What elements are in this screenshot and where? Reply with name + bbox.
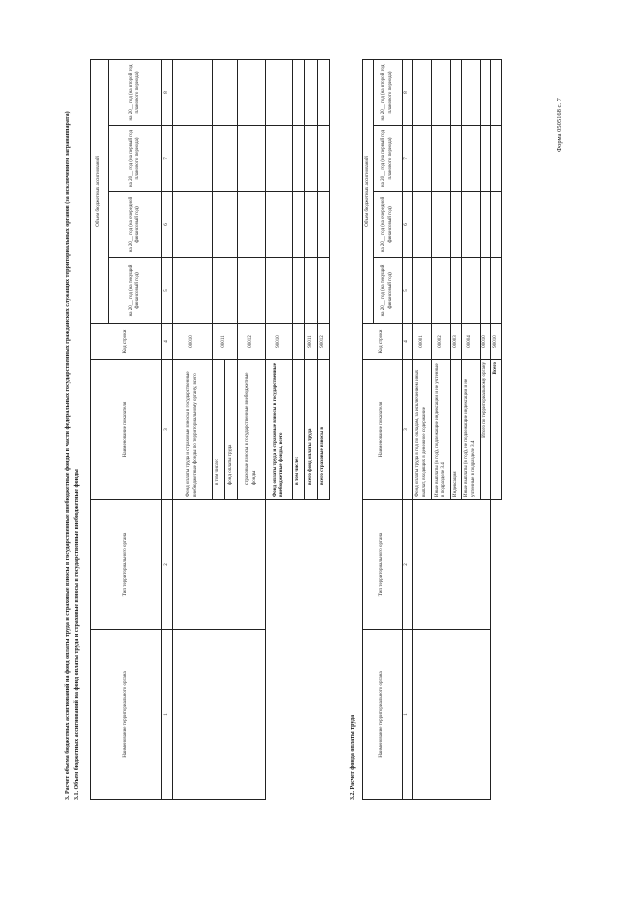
section31-title: 3.1. Объем бюджетных ассигнований на фонд оплаты труда и страховые взносы в государственные внебюджетные фонды (74, 469, 80, 800)
table-budget-volume (90, 59, 330, 800)
row-label: Фонд оплаты труда и страховые взносы в государственные внебюджетные фонды по территориальному органу, всего (173, 360, 212, 500)
value-cell[interactable] (237, 126, 266, 192)
value-cell[interactable] (317, 60, 330, 126)
col-number: 5 (161, 258, 173, 324)
th-type: Тип территориального органа (91, 500, 162, 630)
row-code: 00010 (173, 324, 212, 360)
value-cell[interactable] (212, 192, 237, 258)
cell-org-type[interactable] (173, 500, 266, 630)
value-cell[interactable] (491, 126, 502, 192)
total-row (317, 60, 330, 800)
total-code (292, 324, 304, 360)
value-cell[interactable] (173, 60, 212, 126)
value-cell[interactable] (212, 126, 237, 192)
value-cell[interactable] (237, 258, 266, 324)
value-cell[interactable] (173, 126, 212, 192)
value-cell[interactable] (431, 192, 450, 258)
col-number: 2 (161, 500, 173, 630)
th-type: Тип территориального органа (363, 500, 403, 630)
total-label: всего фонд оплаты труда (305, 360, 317, 500)
value-cell[interactable] (173, 258, 212, 324)
cell-org-name[interactable] (412, 630, 491, 800)
row-code: 00002 (431, 324, 450, 360)
col-number: 4 (161, 324, 173, 360)
th-volume: Объем бюджетных ассигнований (363, 60, 374, 324)
value-cell[interactable] (451, 126, 462, 192)
th-year-next: на 20__ год (на очередной финансовый год) (109, 192, 161, 258)
total-code: 90011 (305, 324, 317, 360)
value-cell[interactable] (305, 258, 317, 324)
table-payroll-calc (362, 59, 502, 800)
col-number: 3 (403, 360, 413, 500)
value-cell[interactable] (451, 192, 462, 258)
th-year-current: на 20__ год (на текущий финансовый год) (373, 258, 403, 324)
col-number: 8 (161, 60, 173, 126)
value-cell[interactable] (412, 258, 431, 324)
column-number-row (403, 60, 413, 800)
th-year-plan1: на 20__ год (на первый год планового периода) (109, 126, 161, 192)
value-cell[interactable] (461, 258, 480, 324)
th-indicator: Наименование показателя (363, 360, 403, 500)
value-cell[interactable] (266, 60, 292, 126)
value-cell[interactable] (266, 258, 292, 324)
total-code: 90012 (317, 324, 330, 360)
value-cell[interactable] (266, 192, 292, 258)
value-cell[interactable] (305, 192, 317, 258)
value-cell[interactable] (461, 126, 480, 192)
col-number: 5 (403, 258, 413, 324)
row-label: фонд оплаты труда (225, 360, 237, 500)
cell-org-type[interactable] (412, 500, 491, 630)
th-year-plan1: на 20__ год (на первый год планового периода) (373, 126, 403, 192)
row-label: Иные выплаты (в год), подлежащие индексации и не учтенные в подразделе 3.4 (431, 360, 450, 500)
value-cell[interactable] (412, 60, 431, 126)
value-cell[interactable] (431, 60, 450, 126)
th-year-plan2: на 20__ год (на второй год планового периода) (373, 60, 403, 126)
value-cell[interactable] (412, 192, 431, 258)
col-number: 1 (161, 630, 173, 800)
value-cell[interactable] (480, 192, 491, 258)
value-cell[interactable] (461, 192, 480, 258)
row-label: Итого по территориальному органу (480, 360, 491, 500)
value-cell[interactable] (317, 258, 330, 324)
value-cell[interactable] (317, 192, 330, 258)
th-indicator: Наименование показателя (91, 360, 162, 500)
row-code: 00011 (212, 324, 237, 360)
th-volume: Объем бюджетных ассигнований (91, 60, 109, 324)
value-cell[interactable] (317, 126, 330, 192)
total-label: всего страховые взносы в (317, 360, 330, 500)
value-cell[interactable] (431, 126, 450, 192)
total-label: Всего (491, 360, 502, 500)
section32-heading: 3.2. Расчет фонда оплаты труда (350, 714, 356, 800)
value-cell[interactable] (480, 126, 491, 192)
value-cell[interactable] (461, 60, 480, 126)
row-code: 00010 (480, 324, 491, 360)
th-name: Наименование территориального органа (91, 630, 162, 800)
value-cell[interactable] (451, 60, 462, 126)
total-row (292, 60, 304, 800)
value-cell[interactable] (480, 258, 491, 324)
cell-org-name[interactable] (173, 630, 266, 800)
value-cell[interactable] (237, 60, 266, 126)
th-year-plan2: на 20__ год (на второй год планового периода) (109, 60, 161, 126)
total-code: 90010 (266, 324, 292, 360)
th-code: Код строки (91, 324, 162, 360)
value-cell[interactable] (237, 192, 266, 258)
total-row (491, 60, 502, 800)
row-label: Индексация (451, 360, 462, 500)
total-row (305, 60, 317, 800)
row-label: в том числе: (212, 360, 224, 500)
th-code: Код строки (363, 324, 403, 360)
col-number: 1 (403, 630, 413, 800)
row-code: 00012 (237, 324, 266, 360)
th-year-current: на 20__ год (на текущий финансовый год) (109, 258, 161, 324)
section3-heading (64, 60, 82, 800)
value-cell[interactable] (305, 60, 317, 126)
col-number: 6 (403, 192, 413, 258)
col-number: 8 (403, 60, 413, 126)
value-cell[interactable] (266, 126, 292, 192)
row-code: 00003 (451, 324, 462, 360)
col-number: 7 (161, 126, 173, 192)
value-cell[interactable] (491, 258, 502, 324)
value-cell[interactable] (173, 192, 212, 258)
value-cell[interactable] (212, 60, 237, 126)
column-number-row (161, 60, 173, 800)
value-cell[interactable] (431, 258, 450, 324)
row-label: Иные выплаты (в год), не подлежащие индексации и не учтенные в подразделе 3.4 (461, 360, 480, 500)
col-number: 7 (403, 126, 413, 192)
row-code: 00001 (412, 324, 431, 360)
total-label: в том числе: (292, 360, 304, 500)
col-number: 4 (403, 324, 413, 360)
total-label: Фонд оплаты труда и страховые взносы в государственные внебюджетные фонды, всего (266, 360, 292, 500)
th-year-next: на 20__ год (на очередной финансовый год) (373, 192, 403, 258)
value-cell[interactable] (491, 192, 502, 258)
rotated-content (50, 60, 610, 800)
col-number: 3 (161, 360, 173, 500)
total-row (266, 60, 292, 800)
value-cell[interactable] (451, 258, 462, 324)
value-cell[interactable] (480, 60, 491, 126)
col-number: 6 (161, 192, 173, 258)
table-row (412, 60, 431, 800)
row-label: страховые взносы в государственные внебюджетные фонды (237, 360, 266, 500)
section3-title: 3. Расчет объема бюджетных ассигнований на фонд оплаты труда и страховые взносы в государственные внебюджетные фонды в части федеральных государственных гражданских служащих территориальных органов (за исключением загранаппарата) (65, 111, 71, 800)
col-number: 2 (403, 500, 413, 630)
value-cell[interactable] (305, 126, 317, 192)
value-cell[interactable] (491, 60, 502, 126)
value-cell[interactable] (412, 126, 431, 192)
th-name: Наименование территориального органа (363, 630, 403, 800)
table-row (173, 60, 212, 800)
row-label: Фонд оплаты труда в год по окладам, за исключением иных выплат, входящих в денежное содержание (412, 360, 431, 500)
form-label: Форма 0505168 с. 7 (556, 98, 563, 152)
row-code: 00004 (461, 324, 480, 360)
total-code: 90010 (491, 324, 502, 360)
value-cell[interactable] (212, 258, 237, 324)
